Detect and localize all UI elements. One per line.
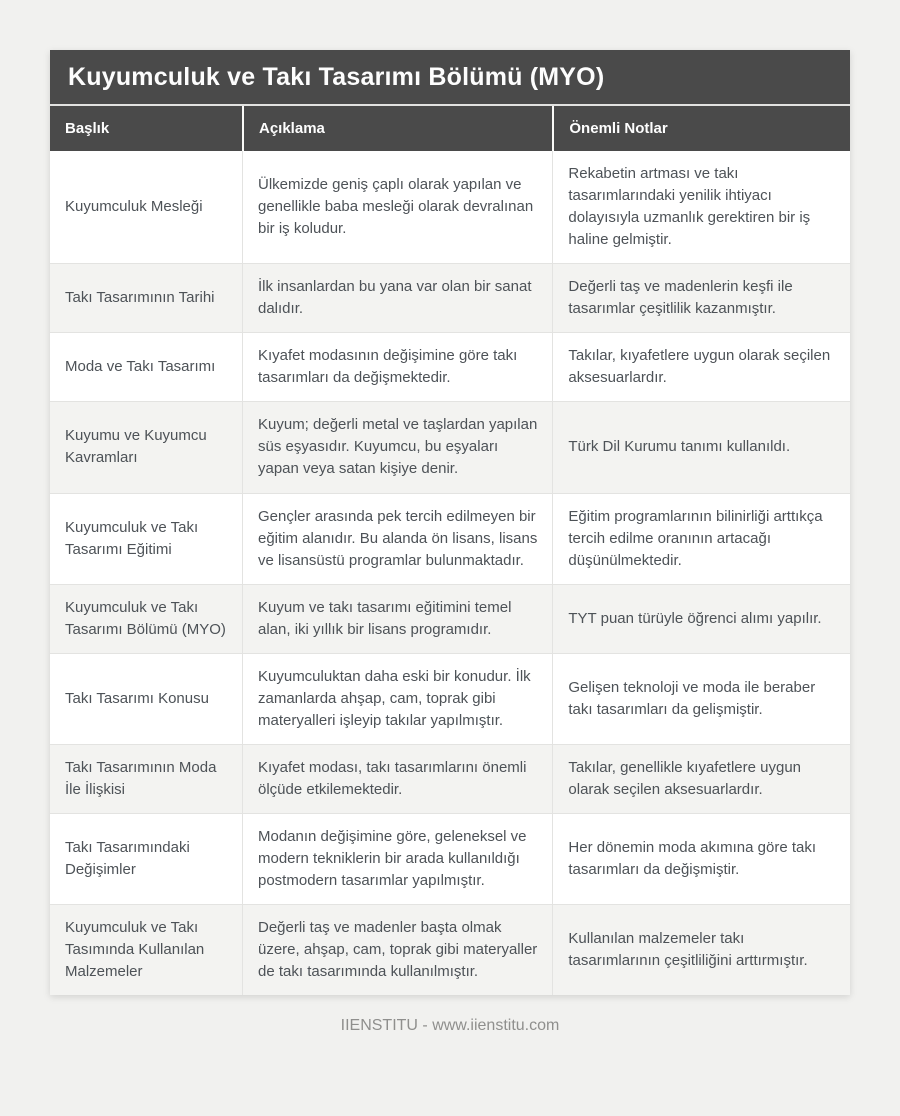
table-card bbox=[50, 50, 850, 995]
cell-baslik: Moda ve Takı Tasarımı bbox=[65, 358, 216, 376]
cell-onemli-notlar: Takılar, kıyafetlere uygun olarak seçilen aksesuarlardır. bbox=[552, 333, 850, 401]
cell-onemli-notlar: TYT puan türüyle öğrenci alımı yapılır. bbox=[552, 585, 850, 653]
cell-baslik: Kuyumculuk Mesleği bbox=[65, 198, 203, 216]
cell-onemli-notlar: Türk Dil Kurumu tanımı kullanıldı. bbox=[552, 402, 850, 492]
column-header-aciklama: Açıklama bbox=[242, 106, 552, 151]
cell-onemli-notlar: Her dönemin moda akımına göre takı tasarımları da değişmiştir. bbox=[552, 814, 850, 904]
cell-onemli-notlar: Gelişen teknoloji ve moda ile beraber takı tasarımları da gelişmiştir. bbox=[552, 654, 850, 744]
cell-aciklama: Değerli taş ve madenler başta olmak üzere, ahşap, cam, toprak gibi materyaller de takı tasarımında kullanılmıştır. bbox=[242, 905, 552, 995]
cell-aciklama: Modanın değişimine göre, geleneksel ve modern tekniklerin bir arada kullanıldığı postmodern tasarımlar yapılmıştır. bbox=[242, 814, 552, 904]
table-row bbox=[50, 263, 850, 332]
table-row bbox=[50, 584, 850, 653]
table-row bbox=[50, 493, 850, 584]
cell-baslik: Kuyumculuk ve Takı Tasarımı Bölümü (MYO) bbox=[65, 598, 226, 638]
cell-baslik: Kuyumculuk ve Takı Tasarımı Eğitimi bbox=[65, 518, 199, 558]
cell-onemli-notlar: Kullanılan malzemeler takı tasarımlarının çeşitliliğini arttırmıştır. bbox=[552, 905, 850, 995]
table-row bbox=[50, 332, 850, 401]
table-row bbox=[50, 653, 850, 744]
table-row bbox=[50, 813, 850, 904]
cell-aciklama: Kuyumculuktan daha eski bir konudur. İlk zamanlarda ahşap, cam, toprak gibi materyalleri işleyip takılar yapılmıştır. bbox=[242, 654, 552, 744]
cell-baslik: Takı Tasarımının Tarihi bbox=[65, 289, 215, 307]
cell-baslik: Kuyumu ve Kuyumcu Kavramları bbox=[65, 427, 207, 467]
table-body bbox=[50, 151, 850, 995]
cell-onemli-notlar: Rekabetin artması ve takı tasarımlarındaki yenilik ihtiyacı dolayısıyla uzmanlık gerektiren bir iş haline gelmiştir. bbox=[552, 151, 850, 263]
cell-baslik: Takı Tasarımının Moda İle İlişkisi bbox=[65, 758, 217, 798]
cell-aciklama: Gençler arasında pek tercih edilmeyen bir eğitim alanıdır. Bu alanda ön lisans, lisans ve lisansüstü programlar bulunmaktadır. bbox=[242, 494, 552, 584]
cell-aciklama: Kıyafet modası, takı tasarımlarını önemli ölçüde etkilemektedir. bbox=[242, 745, 552, 813]
cell-onemli-notlar: Eğitim programlarının bilinirliği arttıkça tercih edilme oranının artacağı düşünülmektedir. bbox=[552, 494, 850, 584]
table-row bbox=[50, 744, 850, 813]
cell-aciklama: Kıyafet modasının değişimine göre takı tasarımları da değişmektedir. bbox=[242, 333, 552, 401]
table-row bbox=[50, 401, 850, 492]
table-row bbox=[50, 904, 850, 995]
table-row bbox=[50, 151, 850, 263]
cell-baslik: Takı Tasarımındaki Değişimler bbox=[65, 839, 190, 879]
cell-aciklama: Ülkemizde geniş çaplı olarak yapılan ve genellikle baba mesleği olarak devralınan bir iş koludur. bbox=[242, 151, 552, 263]
page-title: Kuyumculuk ve Takı Tasarımı Bölümü (MYO) bbox=[50, 50, 850, 106]
column-header-onemli-notlar: Önemli Notlar bbox=[552, 106, 850, 151]
footer-text: IIENSTITU - www.iienstitu.com bbox=[340, 1017, 560, 1035]
cell-onemli-notlar: Takılar, genellikle kıyafetlere uygun olarak seçilen aksesuarlardır. bbox=[552, 745, 850, 813]
cell-baslik: Takı Tasarımı Konusu bbox=[65, 689, 209, 707]
table-header-row bbox=[50, 106, 850, 151]
cell-aciklama: Kuyum ve takı tasarımı eğitimini temel alan, iki yıllık bir lisans programıdır. bbox=[242, 585, 552, 653]
column-header-baslik: Başlık bbox=[50, 106, 242, 151]
cell-aciklama: İlk insanlardan bu yana var olan bir sanat dalıdır. bbox=[242, 264, 552, 332]
cell-aciklama: Kuyum; değerli metal ve taşlardan yapılan süs eşyasıdır. Kuyumcu, bu eşyaları yapan veya satan kişiye denir. bbox=[242, 402, 552, 492]
cell-onemli-notlar: Değerli taş ve madenlerin keşfi ile tasarımlar çeşitlilik kazanmıştır. bbox=[552, 264, 850, 332]
cell-baslik: Kuyumculuk ve Takı Tasımında Kullanılan Malzemeler bbox=[65, 919, 205, 981]
